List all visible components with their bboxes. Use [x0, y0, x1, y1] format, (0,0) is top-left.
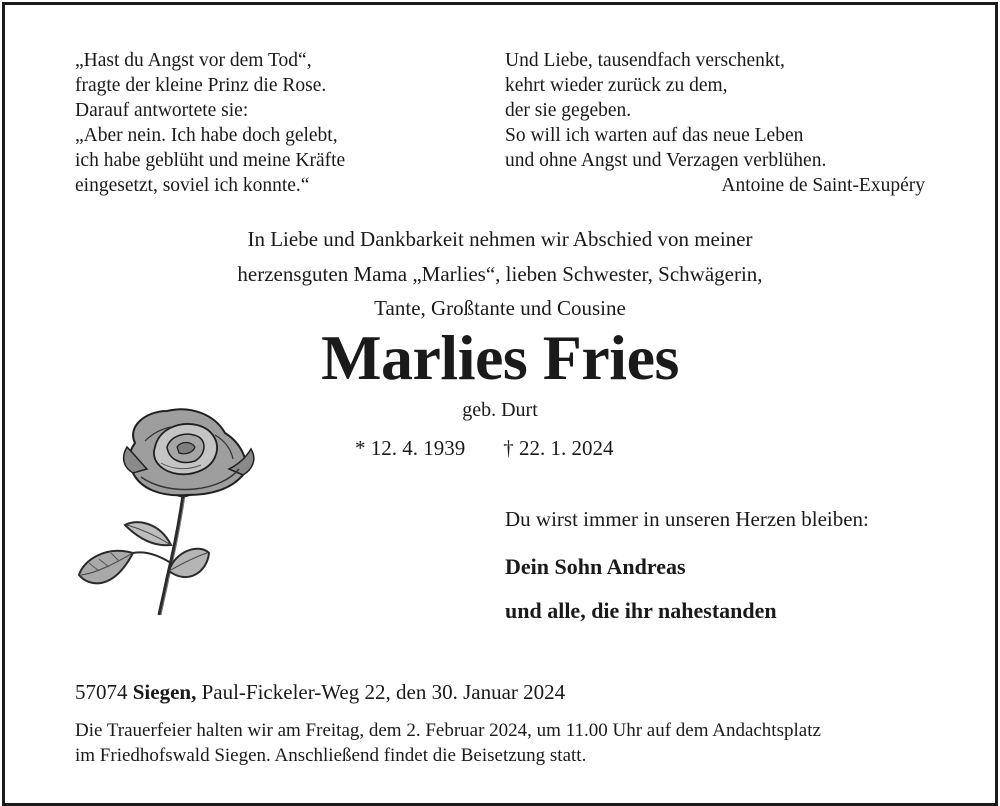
mourner-name: Dein Sohn Andreas: [505, 554, 686, 579]
poem-line: „Aber nein. Ich habe doch gelebt,: [75, 125, 338, 146]
death-date: † 22. 1. 2024: [503, 436, 614, 460]
intro-line: In Liebe und Dankbarkeit nehmen wir Abschied von meiner: [247, 227, 753, 251]
poem-line: eingesetzt, soviel ich konnte.“: [75, 175, 310, 196]
poem-line: und ohne Angst und Verzagen verblühen.: [505, 150, 827, 171]
address-date: Paul-Fickeler-Weg 22, den 30. Januar 2024: [201, 680, 566, 704]
deceased-name: Marlies Fries: [321, 322, 679, 393]
funeral-line: Die Trauerfeier halten wir am Freitag, dem 2. Februar 2024, um 11.00 Uhr auf dem Andachtsplatz: [75, 720, 821, 741]
intro-text: [5, 222, 995, 326]
poem-left-column: [75, 48, 345, 198]
rose-icon: [75, 403, 265, 618]
maiden-name: geb. Durt: [462, 399, 538, 421]
poem-line: ich habe geblüht und meine Kräfte: [75, 150, 346, 171]
farewell-text: Du wirst immer in unseren Herzen bleiben:: [505, 507, 869, 531]
poem-line: kehrt wieder zurück zu dem,: [505, 75, 728, 96]
intro-line: Tante, Großtante und Cousine: [374, 296, 626, 320]
poem-line: der sie gegeben.: [505, 100, 632, 121]
location-line: [75, 678, 565, 706]
obituary-notice: [2, 2, 998, 806]
birth-date: * 12. 4. 1939: [355, 436, 466, 460]
intro-line: herzensguten Mama „Marlies“, lieben Schwester, Schwägerin,: [237, 261, 763, 286]
funeral-info: [75, 718, 821, 768]
poem-line: fragte der kleine Prinz die Rose.: [75, 75, 327, 96]
poem-author: Antoine de Saint-Exupéry: [721, 175, 925, 196]
funeral-line: im Friedhofswald Siegen. Anschließend findet die Beisetzung statt.: [75, 745, 587, 766]
postal-code: 57074: [75, 680, 128, 704]
life-dates: [355, 434, 614, 462]
city: Siegen,: [132, 680, 197, 704]
poem-line: So will ich warten auf das neue Leben: [505, 125, 804, 146]
poem-line: Darauf antwortete sie:: [75, 100, 249, 121]
poem-line: „Hast du Angst vor dem Tod“,: [75, 50, 312, 71]
poem-line: Und Liebe, tausendfach verschenkt,: [505, 50, 785, 71]
poem-right-column: [505, 48, 826, 173]
mourner-name: und alle, die ihr nahestanden: [505, 598, 777, 623]
